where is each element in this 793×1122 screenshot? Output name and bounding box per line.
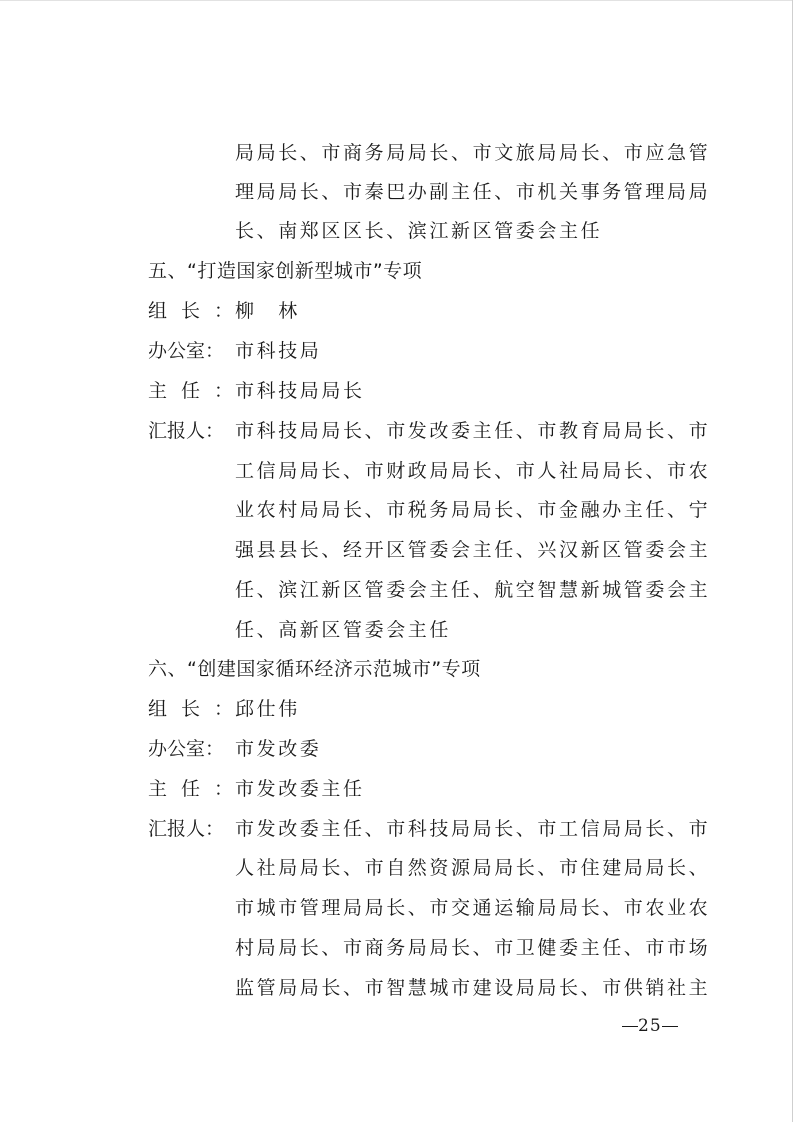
section5-reporter-line-5: 任、滨江新区管委会主任、航空智慧新城管委会主 [235, 579, 711, 601]
continued-line-1: 局局长、市商务局局长、市文旅局局长、市应急管 [235, 142, 711, 164]
section5-leader-label: 组长： [148, 300, 248, 322]
page-number-value: 25 [638, 1016, 662, 1036]
section5-office-value: 市科技局 [235, 340, 322, 362]
section6-director-label: 主任： [148, 778, 248, 800]
section5-reporter-label: 汇报人： [148, 420, 225, 442]
page-number-dash-right [662, 1026, 678, 1027]
section5-reporter-line-4: 强县县长、经开区管委会主任、兴汉新区管委会主 [235, 539, 711, 561]
section6-office-label: 办公室： [148, 738, 225, 760]
section5-heading: 五、“打造国家创新型城市”专项 [148, 260, 423, 282]
section5-reporter-line-2: 工信局局长、市财政局局长、市人社局局长、市农 [235, 460, 711, 482]
section6-reporter-line-2: 人社局局长、市自然资源局局长、市住建局局长、 [235, 857, 711, 879]
section6-reporter-line-4: 村局局长、市商务局局长、市卫健委主任、市市场 [235, 937, 711, 959]
section5-reporter-line-1: 市科技局局长、市发改委主任、市教育局局长、市 [235, 420, 711, 442]
page-number-dash-left [622, 1026, 638, 1027]
continued-line-2: 理局局长、市秦巴办副主任、市机关事务管理局局 [235, 181, 711, 203]
page-border-top [0, 0, 793, 1]
section5-reporter-line-6: 任、高新区管委会主任 [235, 619, 452, 641]
section6-reporter-line-5: 监管局局长、市智慧城市建设局局长、市供销社主 [235, 977, 711, 999]
section6-reporter-line-3: 市城市管理局局长、市交通运输局局长、市农业农 [235, 897, 711, 919]
section6-heading: 六、“创建国家循环经济示范城市”专项 [148, 658, 481, 680]
continued-line-3: 长、南郑区区长、滨江新区管委会主任 [235, 220, 603, 242]
page-number [622, 1015, 678, 1037]
section6-reporter-label: 汇报人： [148, 818, 225, 840]
section5-director-value: 市科技局局长 [235, 380, 365, 402]
section5-leader-value: 柳 林 [235, 300, 300, 322]
section6-office-value: 市发改委 [235, 738, 322, 760]
section6-leader-label: 组长： [148, 698, 248, 720]
section6-leader-value: 邱仕伟 [235, 698, 300, 720]
section6-reporter-line-1: 市发改委主任、市科技局局长、市工信局局长、市 [235, 818, 711, 840]
section6-director-value: 市发改委主任 [235, 778, 365, 800]
section5-director-label: 主任： [148, 380, 248, 402]
section5-reporter-line-3: 业农村局局长、市税务局局长、市金融办主任、宁 [235, 499, 711, 521]
section5-office-label: 办公室： [148, 340, 225, 362]
